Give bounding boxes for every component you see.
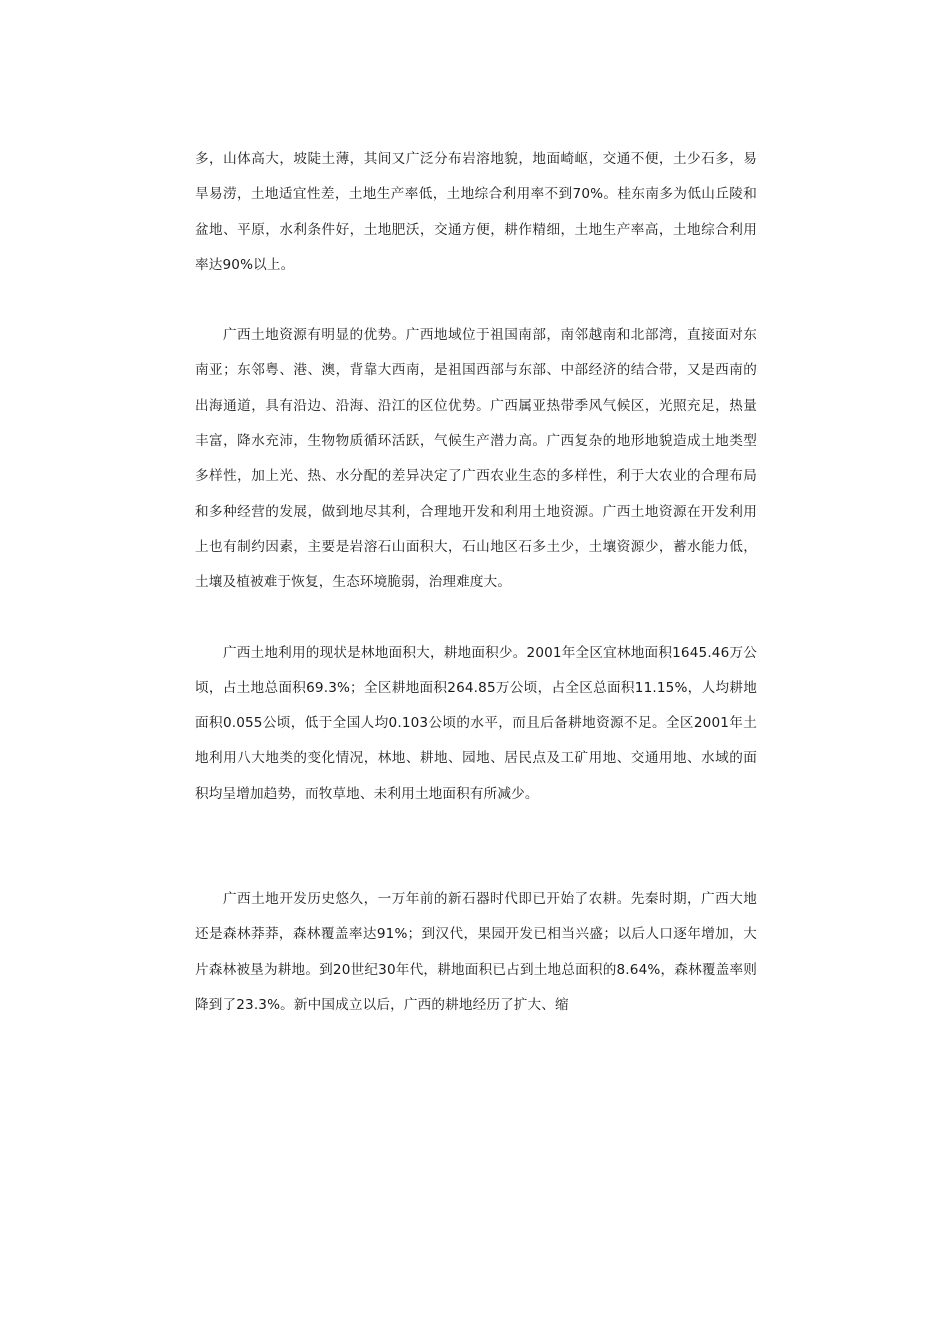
document-body — [195, 142, 757, 1023]
paragraph-land-use-status: 广西土地利用的现状是林地面积大，耕地面积少。2001年全区宜林地面积1645.46万公顷，占土地总面积69.3%；全区耕地面积264.85万公顷，占全区总面积11.15%，人均耕地面积0.055公顷，低于全国人均0.103公顷的水平，而且后备耕地资源不足。全区2001年土地利用八大地类的变化情况，林地、耕地、园地、居民点及工矿用地、交通用地、水域的面积均呈增加趋势，而牧草地、未利用土地面积有所减少。 — [195, 644, 757, 802]
paragraph-land-advantages: 广西土地资源有明显的优势。广西地域位于祖国南部，南邻越南和北部湾，直接面对东南亚；东邻粤、港、澳，背靠大西南，是祖国西部与东部、中部经济的结合带，又是西南的出海通道，具有沿边、沿海、沿江的区位优势。广西属亚热带季风气候区，光照充足，热量丰富，降水充沛，生物物质循环活跃，气候生产潜力高。广西复杂的地形地貌造成土地类型多样性，加上光、热、水分配的差异决定了广西农业生态的多样性，利于大农业的合理布局和多种经营的发展，做到地尽其利，合理地开发和利用土地资源。广西土地资源在开发利用上也有制约因素，主要是岩溶石山面积大，石山地区石多土少，土壤资源少，蓄水能力低，土壤及植被难于恢复，生态环境脆弱，治理难度大。 — [195, 327, 757, 591]
paragraph-terrain-conditions: 多，山体高大，坡陡土薄，其间又广泛分布岩溶地貌，地面崎岖，交通不便，土少石多，易旱易涝，土地适宜性差，土地生产率低，土地综合利用率不到70%。桂东南多为低山丘陵和盆地、平原，水利条件好，土地肥沃，交通方便，耕作精细，土地生产率高，土地综合利用率达90%以上。 — [195, 151, 757, 273]
paragraph-land-history: 广西土地开发历史悠久，一万年前的新石器时代即已开始了农耕。先秦时期，广西大地还是森林莽莽，森林覆盖率达91%；到汉代，果园开发已相当兴盛；以后人口逐年增加，大片森林被垦为耕地。到20世纪30年代，耕地面积已占到土地总面积的8.64%，森林覆盖率则降到了23.3%。新中国成立以后，广西的耕地经历了扩大、缩 — [195, 891, 757, 1013]
